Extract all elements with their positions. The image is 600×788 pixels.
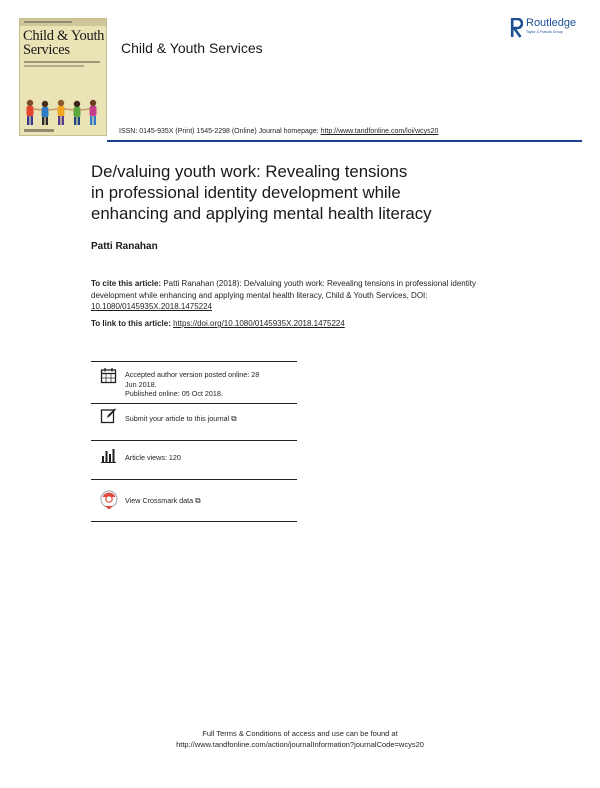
child-figure-3 [58,100,65,125]
cover-title [23,29,107,57]
doi-link[interactable]: 10.1080/0145935X.2018.1475224 [91,302,213,311]
cover-subtitle-line-2 [24,65,84,67]
cover-publisher-mark [24,129,54,132]
child-figure-2 [42,101,49,125]
info-divider [91,521,297,522]
publisher-tagline: Taylor & Francis Group [526,30,563,34]
article-title [91,161,531,224]
journal-cover [19,18,107,136]
edit-icon [100,407,117,424]
article-doi-url[interactable]: https://doi.org/10.1080/0145935X.2018.1475224 [173,319,345,328]
info-divider [91,440,297,441]
article-link-line [91,319,345,328]
submit-article-label: Submit your article to this journal [125,414,230,423]
publication-dates [125,370,300,399]
cover-subtitle-line [24,61,100,63]
citation-text: Patti Ranahan (2018): De/valuing youth work: Revealing tensions in professional identity development while enhancing and applying mental health literacy, Child & Youth Services, DOI: [91,279,476,300]
calendar-icon [100,367,117,384]
article-link-label: To link to this article: [91,319,174,328]
accepted-date: Accepted author version posted online: 28 [125,370,260,379]
citation-label: To cite this article: [91,279,162,288]
article-title-line3: enhancing and applying mental health literacy [91,204,432,223]
footer-terms-url[interactable]: http://www.tandfonline.com/action/journalInformation?journalCode=wcys20 [176,740,424,749]
routledge-logo-icon [509,18,523,38]
citation-block [91,278,511,313]
info-divider [91,479,297,480]
issn-line [119,128,438,135]
journal-homepage-link[interactable]: http://www.tandfonline.com/loi/wcys20 [320,128,439,135]
crossmark-icon [100,490,118,510]
cover-top-text-line [24,21,72,23]
publisher-name: Routledge [526,17,577,29]
cover-title-line1: Child & Youth [23,28,105,44]
info-divider [91,403,297,404]
external-link-icon: ⧉ [195,496,201,505]
bar-chart-icon [100,447,117,464]
article-title-line2: in professional identity development while [91,183,401,202]
journal-name: Child & Youth Services [121,40,263,56]
author-name: Patti Ranahan [91,241,158,252]
article-title-line1: De/valuing youth work: Revealing tensions [91,162,408,181]
article-views: Article views: 120 [125,453,181,462]
cover-title-line2: Services [23,42,70,58]
child-figure-5 [90,100,97,125]
crossmark-link[interactable] [125,496,201,506]
info-divider [91,361,297,362]
footer-terms [100,728,500,750]
issn-text: ISSN: 0145-935X (Print) 1545-2298 (Online) Journal homepage: [119,128,321,135]
children-figures-illustration [20,97,107,129]
accepted-date-cont: Jun 2018. [125,379,157,389]
child-figure-1 [27,100,34,125]
published-date: Published online: 05 Oct 2018. [125,389,223,398]
header-divider [107,140,582,142]
external-link-icon: ⧉ [231,414,237,423]
child-figure-4 [74,101,81,125]
footer-line1: Full Terms & Conditions of access and use can be found at [202,729,398,738]
submit-article-link[interactable] [125,414,237,424]
crossmark-label: View Crossmark data [125,496,194,505]
